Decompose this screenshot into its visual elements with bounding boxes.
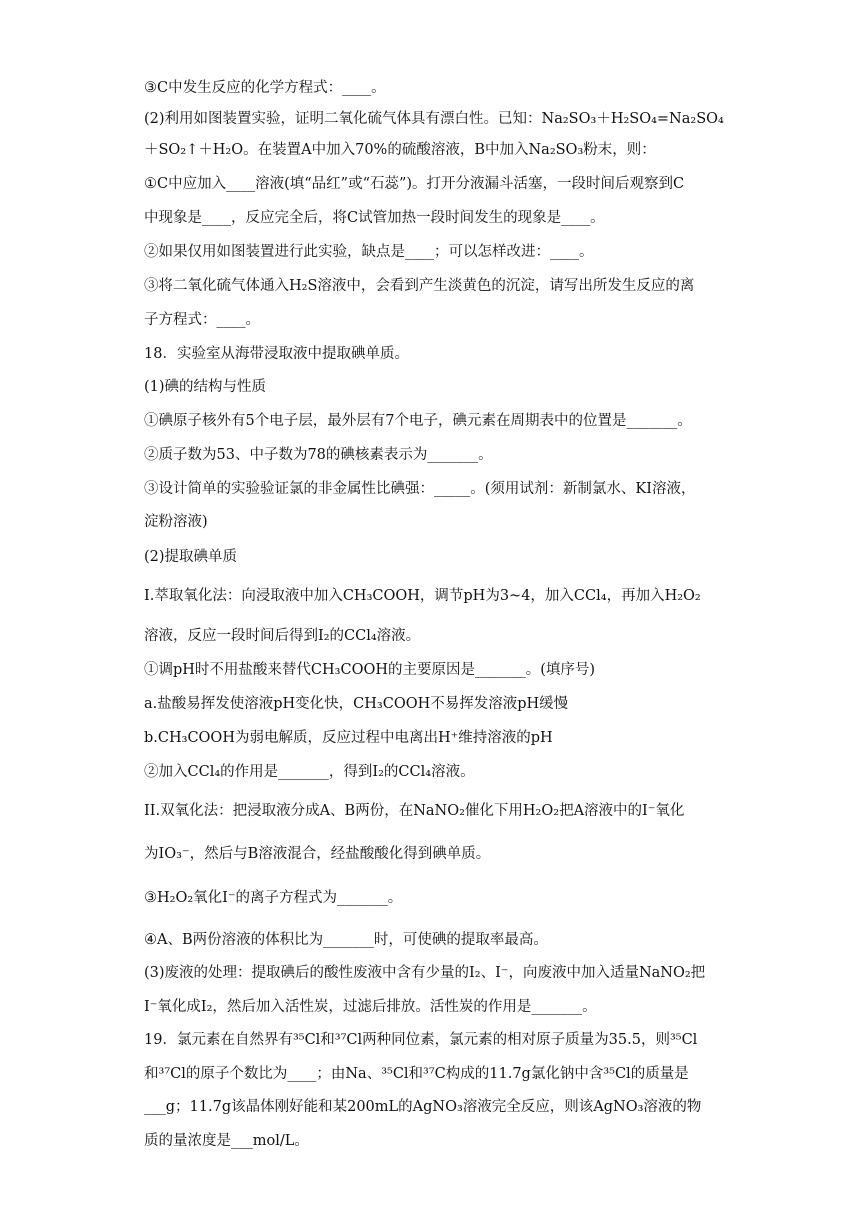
text-line: ④A、B两份溶液的体积比为_______时，可使碘的提取率最高。 — [144, 932, 548, 948]
text-line: 子方程式：____。 — [144, 312, 260, 328]
text-line: 为IO₃⁻，然后与B溶液混合，经盐酸酸化得到碘单质。 — [144, 846, 491, 862]
text-line: 溶液，反应一段时间后得到I₂的CCl₄溶液。 — [144, 628, 421, 644]
text-line: 中现象是____，反应完全后，将C试管加热一段时间发生的现象是____。 — [144, 210, 605, 226]
text-line: ①C中应加入____溶液(填“品红”或“石蕊”)。打开分液漏斗活塞，一段时间后观察到C — [144, 176, 685, 192]
text-line: ___g；11.7g该晶体刚好能和某200mL的AgNO₃溶液完全反应，则该AgNO₃溶液的物 — [144, 1099, 702, 1115]
text-line: ③设计简单的实验验证氯的非金属性比碘强：_____。(须用试剂：新制氯水、KI溶液， — [144, 481, 696, 497]
text-line: ③将二氧化硫气体通入H₂S溶液中，会看到产生淡黄色的沉淀，请写出所发生反应的离 — [144, 278, 695, 294]
text-line: ＋SO₂↑＋H₂O。在装置A中加入70%的硫酸溶液，B中加入Na₂SO₃粉末，则： — [144, 142, 656, 158]
text-line: I.萃取氧化法：向浸取液中加入CH₃COOH，调节pH为3~4，加入CCl₄，再加入H₂O₂ — [144, 588, 701, 604]
text-line: ②质子数为53、中子数为78的碘核素表示为_______。 — [144, 447, 493, 463]
text-line: (2)提取碘单质 — [144, 549, 238, 565]
text-line: ①调pH时不用盐酸来替代CH₃COOH的主要原因是_______。(填序号) — [144, 662, 596, 678]
option-line: b.CH₃COOH为弱电解质，反应过程中电离出H⁺维持溶液的pH — [144, 730, 553, 746]
text-line: ③C中发生反应的化学方程式：____。 — [144, 80, 386, 96]
question-heading: 18．实验室从海带浸取液中提取碘单质。 — [144, 346, 409, 362]
text-line: ②加入CCl₄的作用是_______，得到I₂的CCl₄溶液。 — [144, 764, 475, 780]
text-line: 淀粉溶液) — [144, 514, 208, 530]
question-heading: 19．氯元素在自然界有³⁵Cl和³⁷Cl两种同位素，氯元素的相对原子质量为35.5，则³⁵Cl — [144, 1032, 698, 1048]
text-line: 质的量浓度是___mol/L。 — [144, 1133, 309, 1149]
text-line: (3)废液的处理：提取碘后的酸性废液中含有少量的I₂、I⁻，向废液中加入适量NaNO₂把 — [144, 965, 706, 981]
text-line: ③H₂O₂氧化I⁻的离子方程式为_______。 — [144, 890, 403, 906]
text-line: (2)利用如图装置实验，证明二氧化硫气体具有漂白性。已知：Na₂SO₃＋H₂SO₄=Na₂SO₄ — [144, 111, 724, 127]
text-line: I⁻氧化成I₂，然后加入活性炭，过滤后排放。活性炭的作用是_______。 — [144, 999, 597, 1015]
text-line: 和³⁷Cl的原子个数比为____；由Na、³⁵Cl和³⁷C构成的11.7g氯化钠中含³⁵Cl的质量是 — [144, 1066, 689, 1082]
text-line: (1)碘的结构与性质 — [144, 379, 267, 395]
text-line: II.双氧化法：把浸取液分成A、B两份，在NaNO₂催化下用H₂O₂把A溶液中的I⁻氧化 — [144, 803, 685, 819]
text-line: ①碘原子核外有5个电子层，最外层有7个电子，碘元素在周期表中的位置是_______。 — [144, 413, 692, 429]
text-line: ②如果仅用如图装置进行此实验，缺点是____；可以怎样改进：____。 — [144, 244, 594, 260]
option-line: a.盐酸易挥发使溶液pH变化快，CH₃COOH不易挥发溶液pH缓慢 — [144, 696, 569, 712]
